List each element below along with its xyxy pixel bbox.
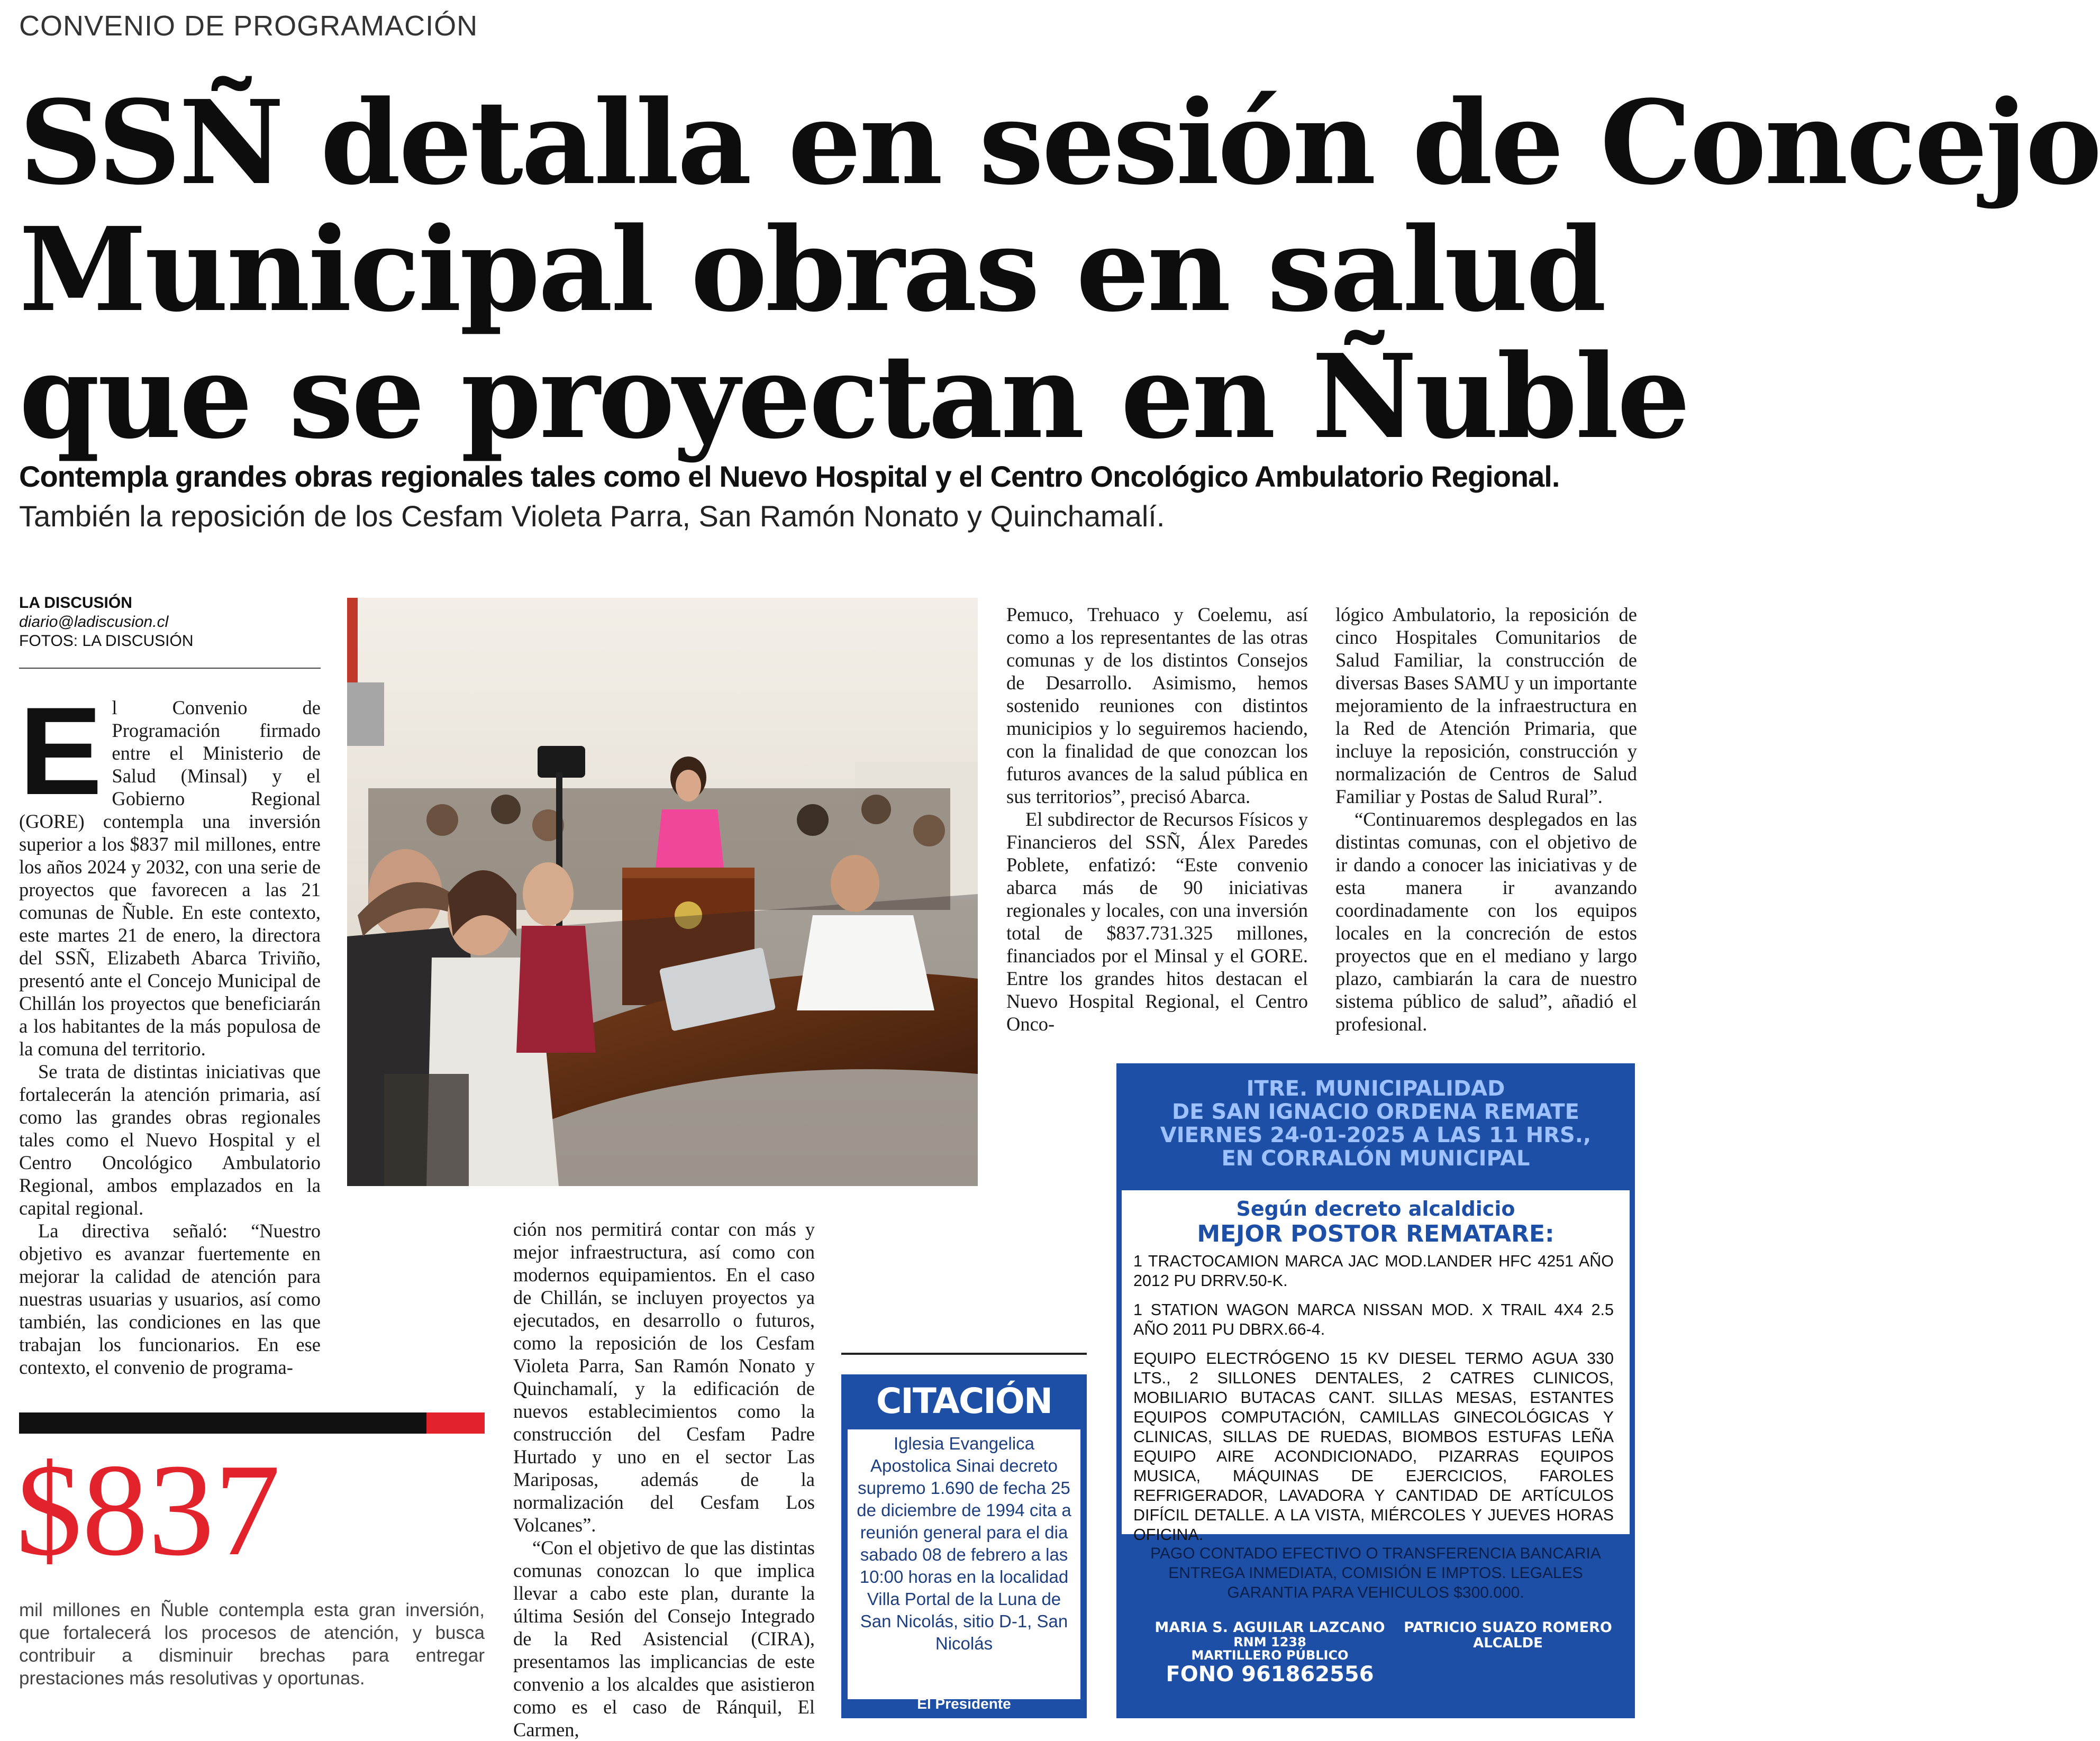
article-column-4 (1335, 603, 1637, 1035)
byline-org: LA DISCUSIÓN (19, 594, 132, 612)
article-paragraph: El subdirector de Recursos Físicos y Financieros del SSÑ, Álex Paredes Poblete, enfatizó: “Este convenio abarca más de 90 iniciativas regionales y locales, con una inversión total de $837.731.325 millones, financiados por el Minsal y el GORE. Entre los grandes hitos destacan el Nuevo Hospital Regional, el Centro Onco- (1006, 808, 1308, 1035)
auctioneer-phone[interactable]: FONO 961862556 (1166, 1662, 1374, 1687)
article-paragraph: “Con el objetivo de que las distintas comunas conozcan lo que implica llevar a cabo este plan, durante la última Sesión del Consejo Integrado de la Red Asistencial (CIRA), presentamos las implicancias de este convenio a los alcaldes que asistieron como es el caso de Ránquil, El Carmen, (513, 1537, 815, 1740)
deck-light: También la reposición de los Cesfam Violeta Parra, San Ramón Nonato y Quinchamalí. (19, 499, 1165, 533)
remate-header (1116, 1077, 1635, 1170)
remate-item: 1 STATION WAGON MARCA NISSAN MOD. X TRAIL 4X4 2.5 AÑO 2011 PU DBRX.66-4. (1133, 1301, 1614, 1338)
remate-payment-line: GARANTIA PARA VEHICULOS $300.000. (1227, 1584, 1524, 1601)
auctioneer-name: MARIA S. AGUILAR LAZCANO (1154, 1619, 1385, 1636)
article-paragraph: l Convenio de Programación firmado entre el Ministerio de Salud (Minsal) y el Gobierno Regional (GORE) contempla una inversión superior a los $837 mil millones, entre los años 2024 y 2032, con una serie de proyectos que favorecen a las 21 comunas de Ñuble. En este contexto, este martes 21 de enero, la directora del SSÑ, Elizabeth Abarca Triviño, presentó ante el Concejo Municipal de Chillán los proyectos que beneficiarán a los habitantes de la más populosa de la comuna del territorio. (19, 697, 321, 1060)
mayor-name: PATRICIO SUAZO ROMERO (1404, 1619, 1612, 1636)
stat-bar (19, 1412, 426, 1434)
council-session-photo (347, 598, 978, 1186)
headline (19, 75, 2100, 464)
article-paragraph: lógico Ambulatorio, la reposición de cinco Hospitales Comunitarios de Salud Familiar, la construcción de diversas Bases SAMU y un importante mejoramiento de la infraestructura en la Red de Atención Primaria, que incluye la reposición, construcción y normalización de Centros de Salud Familiar y Postas de Salud Rural”. (1335, 604, 1637, 807)
remate-header-line: DE SAN IGNACIO ORDENA REMATE (1171, 1100, 1580, 1124)
article-column-2 (513, 1218, 815, 1741)
headline-line-3: que se proyectan en Ñuble (19, 329, 1688, 464)
remate-sub-2: MEJOR POSTOR REMATARE: (1197, 1220, 1554, 1247)
byline (19, 594, 321, 651)
photo-illustration (347, 598, 978, 1186)
auctioneer-signature (1143, 1620, 1397, 1687)
dropcap: E (19, 681, 103, 821)
stat-caption: mil millones en Ñuble contempla esta gran inversión, que fortalecerá los procesos de atención, y busca contribuir a disminuir brechas para entregar prestaciones más resolutivas y oportunas. (19, 1600, 485, 1689)
remate-header-line: VIERNES 24-01-2025 A LAS 11 HRS., (1160, 1123, 1592, 1147)
article-paragraph: ción nos permitirá contar con más y mejor infraestructura, así como con modernos equipamientos. En el caso de Chillán, se incluyen proyectos ya ejecutados, en desarrollo o futuros, como la reposición de los Cesfam Violeta Parra, San Ramón Nonato y Quinchamalí, y la edificación de nuevos establecimientos como la construcción del Cesfam Padre Hurtado y uno en el sector Las Mariposas, además de la normalización del Cesfam Los Volcanes”. (513, 1218, 815, 1536)
article-paragraph: Pemuco, Trehuaco y Coelemu, así como a los representantes de las otras comunas y de los distintos Consejos de Desarrollo. Asimismo, hemos sostenido reuniones con distintos municipios y lo seguiremos haciendo, con la finalidad de que conozcan los futuros avances de la salud pública en sus territorios”, precisó Abarca. (1006, 604, 1308, 807)
article-paragraph: La directiva señaló: “Nuestro objetivo es avanzar fuertemente en mejorar la calidad de atención para nuestras usuarias y usuarios, así como también, las condiciones en las que trabajan los funcionarios. En ese contexto, el convenio de programa- (19, 1220, 321, 1378)
article-column-1 (19, 681, 321, 1379)
remate-item: EQUIPO ELECTRÓGENO 15 KV DIESEL TERMO AGUA 330 LTS., 2 SILLONES DENTALES, 2 CATRES CLINICOS, MOBILIARIO BUTACAS CANT. SILLAS MESAS, ESTANTES EQUIPOS COMPUTACIÓN, CAMILLAS GINECOLÓGICAS Y CLINICAS, SILLAS DE RUEDAS, BIOMBOS ESTUFAS LEÑA EQUIPO AIRE ACONDICIONADO, PIZARRAS EQUIPOS MUSICA, MÁQUINAS DE EJERCICIOS, FAROLES REFRIGERADOR, LAVADORA Y CANTIDAD DE ARTÍCULOS DIFÍCIL DETALLE. A LA VISTA, MIÉRCOLES Y JUEVES HORAS OFICINA. (1133, 1350, 1614, 1544)
auctioneer-rnm: RNM 1238 (1233, 1635, 1306, 1649)
remate-item: 1 TRACTOCAMION MARCA JAC MOD.LANDER HFC 4251 AÑO 2012 PU DRRV.50-K. (1133, 1252, 1614, 1290)
remate-sub-1: Según decreto alcaldicio (1236, 1197, 1515, 1220)
citacion-body: Iglesia Evangelica Apostolica Sinai decreto supremo 1.690 de fecha 25 de diciembre de 1994 cita a reunión general para el dia sabado 08 de febrero a las 10:00 horas en la localidad Villa Portal de la Luna de San Nicolás, sitio D-1, San Nicolás (857, 1434, 1071, 1653)
auctioneer-role: MARTILLERO PÚBLICO (1191, 1648, 1349, 1663)
deck (19, 459, 1649, 533)
remate-payment (1116, 1544, 1635, 1602)
article-paragraph: Se trata de distintas iniciativas que fortalecerán la atención primaria, así como las grandes obras regionales tales como el Nuevo Hospital y el Centro Oncológico Ambulatorio Regional, ambos emplazados en la capital regional. (19, 1061, 321, 1219)
citacion-signature: El Presidente (917, 1696, 1011, 1712)
remate-header-line: EN CORRALÓN MUNICIPAL (1221, 1146, 1530, 1171)
remate-subheading (1122, 1197, 1630, 1247)
mayor-role: ALCALDE (1473, 1635, 1543, 1651)
citacion-title: CITACIÓN (876, 1381, 1052, 1421)
remate-header-line: ITRE. MUNICIPALIDAD (1246, 1077, 1505, 1101)
citacion-divider (841, 1353, 1087, 1355)
headline-line-1: SSÑ detalla en sesión de Concejo (19, 75, 2100, 211)
mayor-signature (1397, 1620, 1619, 1651)
stat-bar-accent (426, 1412, 485, 1434)
byline-email[interactable]: diario@ladiscusion.cl (19, 613, 169, 631)
section-kicker: CONVENIO DE PROGRAMACIÓN (19, 10, 478, 42)
byline-divider (19, 668, 321, 669)
headline-line-2: Municipal obras en salud (19, 202, 1605, 338)
article-paragraph: “Continuaremos desplegados en las distintas comunas, con el objetivo de ir dando a conocer las iniciativas y de esta manera ir avanzando coordinadamente con los equipos locales en la concreción de estos proyectos que en el mediano y largo plazo, cambiarán la cara de nuestro sistema público de salud”, añadió el profesional. (1335, 808, 1637, 1035)
stat-number: $837 (16, 1437, 280, 1583)
remate-items (1133, 1252, 1614, 1554)
remate-payment-line: PAGO CONTADO EFECTIVO O TRANSFERENCIA BANCARIA (1150, 1545, 1601, 1562)
deck-bold: Contempla grandes obras regionales tales como el Nuevo Hospital y el Centro Oncológico Ambulatorio Regional. (19, 460, 1560, 493)
remate-payment-line: ENTREGA INMEDIATA, COMISIÓN E IMPTOS. LEGALES (1168, 1564, 1583, 1582)
article-column-3 (1006, 603, 1308, 1035)
byline-photos: FOTOS: LA DISCUSIÓN (19, 632, 194, 650)
